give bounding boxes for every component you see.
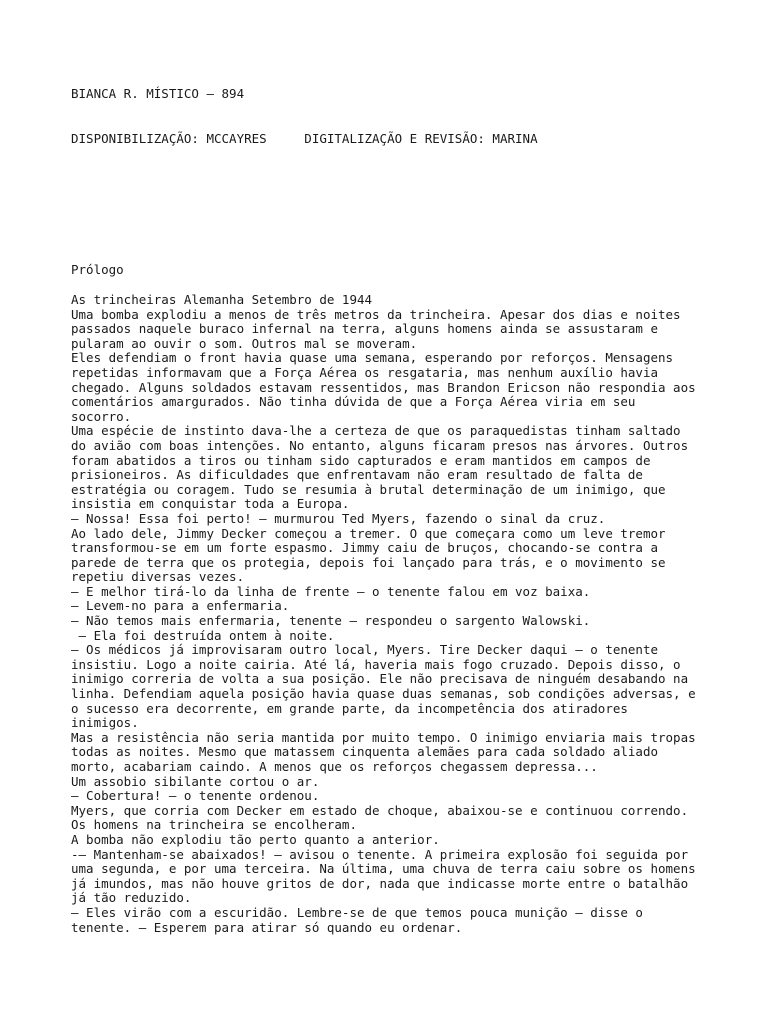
body-line: chegado. Alguns soldados estavam ressentidos, mas Brandon Ericson não respondia aos xyxy=(71,379,696,395)
body-line: tenente. — Esperem para atirar só quando eu ordenar. xyxy=(71,919,463,935)
body-line: A bomba não explodiu tão perto quanto a anterior. xyxy=(71,831,440,847)
body-text xyxy=(71,293,696,935)
body-line: repetiu diversas vezes. xyxy=(71,569,245,585)
body-line: — Cobertura! — o tenente ordenou. xyxy=(71,788,320,804)
body-line: morto, acabariam caindo. A menos que os reforços chegassem depressa... xyxy=(71,759,598,774)
body-line: — Nossa! Essa foi perto! — murmurou Ted Myers, fazendo o sinal da cruz. xyxy=(71,510,606,526)
body-line: — E melhor tirá-lo da linha de frente — o tenente falou em voz baixa. xyxy=(71,583,591,599)
body-line: repetidas informavam que a Força Aérea os resgataria, mas nenhum auxílio havia xyxy=(71,364,658,380)
section-heading: Prólogo xyxy=(71,262,124,277)
body-line: o sucesso era decorrente, em grande parte, da incompetência dos atiradores xyxy=(71,700,628,716)
body-line: comentários amargurados. Não tinha dúvida de que a Força Aérea viria em seu xyxy=(71,394,636,410)
body-line: -— Mantenham-se abaixados! — avisou o tenente. A primeira explosão foi seguida por xyxy=(71,846,689,862)
body-line: do avião com boas intenções. No entanto, alguns ficaram presos nas árvores. Outros xyxy=(71,437,689,453)
body-line: — Não temos mais enfermaria, tenente — respondeu o sargento Walowski. xyxy=(71,613,591,629)
body-line: já tão reduzido. xyxy=(71,890,192,906)
body-line: As trincheiras Alemanha Setembro de 1944 xyxy=(71,292,373,307)
body-line: linha. Defendiam aquela posição havia quase duas semanas, sob condições adversas, e xyxy=(71,686,696,702)
body-line: Myers, que corria com Decker em estado de choque, abaixou-se e continuou correndo. xyxy=(71,802,689,818)
body-line: prisioneiros. As dificuldades que enfrentavam não eram resultado de falta de xyxy=(71,467,643,483)
body-line: inimigos. xyxy=(71,715,139,731)
body-line: Uma bomba explodiu a menos de três metros da trincheira. Apesar dos dias e noites xyxy=(71,306,681,322)
body-line: Um assobio sibilante cortou o ar. xyxy=(71,773,320,789)
body-line: — Os médicos já improvisaram outro local, Myers. Tire Decker daqui — o tenente xyxy=(71,642,658,658)
body-line: parede de terra que os protegia, depois foi lançado para trás, e o movimento se xyxy=(71,554,666,570)
body-line: já imundos, mas não houve gritos de dor, nada que indicasse morte entre o batalhão xyxy=(71,875,689,891)
body-line: Eles defendiam o front havia quase uma semana, esperando por reforços. Mensagens xyxy=(71,350,674,366)
body-line: socorro. xyxy=(71,408,132,424)
body-line: insistiu. Logo a noite cairia. Até lá, haveria mais fogo cruzado. Depois disso, o xyxy=(71,656,681,672)
body-line: uma segunda, e por uma terceira. Na última, uma chuva de terra caiu sobre os homens xyxy=(71,861,696,877)
body-line: foram abatidos a tiros ou tinham sido capturados e eram mantidos em campos de xyxy=(71,452,651,468)
body-line: Ao lado dele, Jimmy Decker começou a tremer. O que começara como um leve tremor xyxy=(71,525,666,541)
body-line: pularam ao ouvir o som. Outros mal se moveram. xyxy=(71,335,418,351)
body-line: Uma espécie de instinto dava-lhe a certeza de que os paraquedistas tinham saltado xyxy=(71,423,681,439)
body-line: passados naquele buraco infernal na terra, alguns homens ainda se assustaram e xyxy=(71,321,658,337)
body-line: insistia em conquistar toda a Europa. xyxy=(71,496,350,512)
body-line: — Levem-no para a enfermaria. xyxy=(71,598,290,614)
body-line: transformou-se em um forte espasmo. Jimmy caiu de bruços, chocando-se contra a xyxy=(71,540,658,556)
document-title-line: BIANCA R. MÍSTICO – 894 xyxy=(71,86,245,101)
credits-line: DISPONIBILIZAÇÃO: MCCAYRES DIGITALIZAÇÃO E REVISÃO: MARINA xyxy=(71,131,538,146)
body-line: — Ela foi destruída ontem à noite. xyxy=(71,627,335,643)
body-line: — Eles virão com a escuridão. Lembre-se de que temos pouca munição — disse o xyxy=(71,904,643,920)
body-line: estratégia ou coragem. Tudo se resumia à brutal determinação de um inimigo, que xyxy=(71,481,666,497)
body-line: Mas a resistência não seria mantida por muito tempo. O inimigo enviaria mais tropas xyxy=(71,729,696,745)
body-line: inimigo correria de volta a sua posição. Ele não precisava de ninguém desabando na xyxy=(71,671,689,687)
body-line: Os homens na trincheira se encolheram. xyxy=(71,817,357,833)
body-line: todas as noites. Mesmo que matassem cinquenta alemães para cada soldado aliado xyxy=(71,744,658,760)
